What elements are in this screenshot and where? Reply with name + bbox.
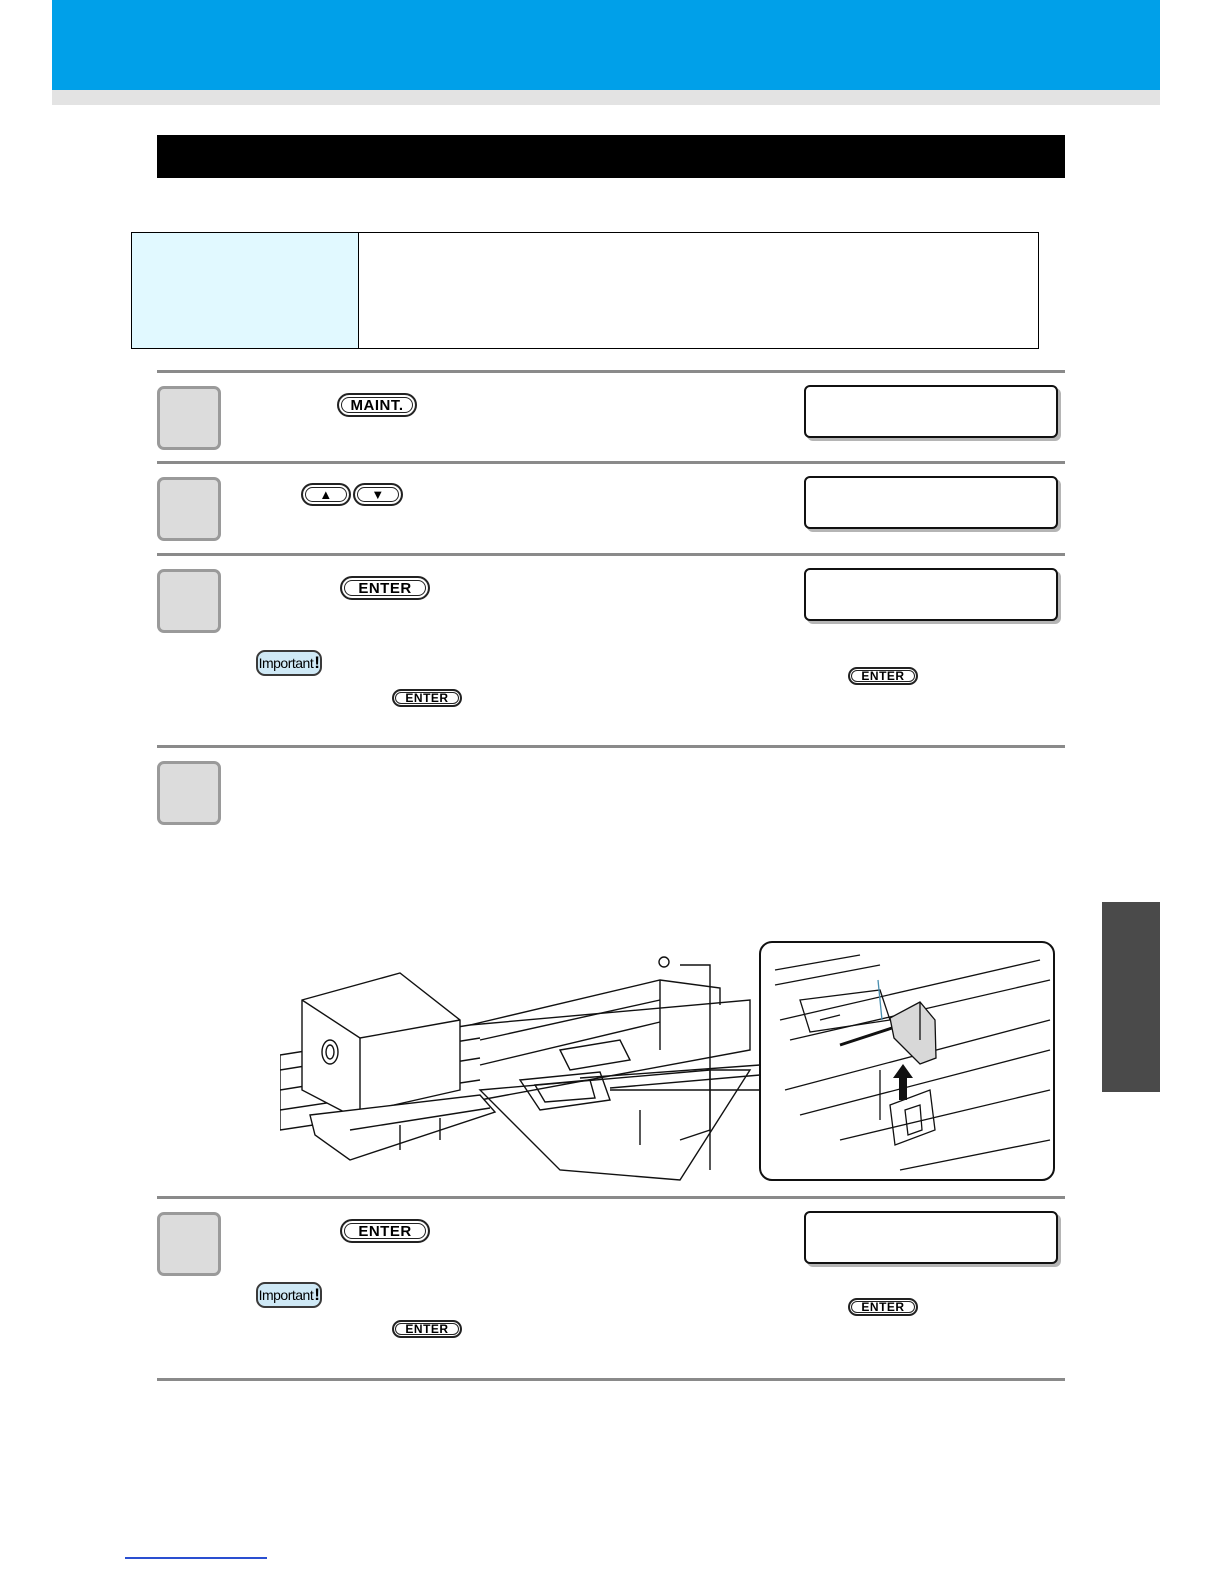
up-arrow-icon: ▲: [319, 487, 333, 502]
step-divider: [157, 1378, 1065, 1381]
lcd-display-5: [804, 1211, 1058, 1264]
enter-key-inline[interactable]: ENTER: [392, 689, 462, 707]
up-arrow-key[interactable]: [301, 483, 351, 506]
lcd-display-3: [804, 568, 1058, 621]
printer-overview-drawing: [280, 957, 760, 1180]
down-arrow-key[interactable]: [353, 483, 403, 506]
step-divider: [157, 553, 1065, 556]
enter-key[interactable]: ENTER: [340, 1219, 430, 1243]
step-number-box-5: [157, 1212, 221, 1276]
step-divider: [157, 1196, 1065, 1199]
step-divider: [157, 745, 1065, 748]
section-title-bar: [157, 135, 1065, 178]
info-table-label-cell: [132, 233, 359, 348]
step-number-box-1: [157, 386, 221, 450]
info-table-content-cell: [359, 233, 1038, 348]
page-header-bar: [52, 0, 1160, 90]
important-mark: !: [314, 653, 320, 672]
enter-key-inline[interactable]: ENTER: [848, 667, 918, 685]
info-table: [131, 232, 1039, 349]
important-note-badge: [256, 1282, 322, 1308]
enter-key-inline[interactable]: ENTER: [392, 1320, 462, 1338]
step-divider: [157, 370, 1065, 373]
important-mark: !: [314, 1285, 320, 1304]
enter-key-inline[interactable]: ENTER: [848, 1298, 918, 1316]
page-header-shadow: [52, 90, 1160, 105]
step-number-box-3: [157, 569, 221, 633]
important-label: Important: [258, 1287, 314, 1303]
lcd-display-1: [804, 385, 1058, 438]
enter-key[interactable]: ENTER: [340, 576, 430, 600]
down-arrow-icon: ▼: [371, 487, 385, 502]
maint-key[interactable]: MAINT.: [337, 393, 417, 417]
step-number-box-2: [157, 477, 221, 541]
printer-illustration: [280, 940, 1056, 1182]
lcd-display-2: [804, 476, 1058, 529]
footer-link-underline[interactable]: [125, 1557, 267, 1559]
important-note-badge: [256, 650, 322, 676]
chapter-side-tab: [1102, 902, 1160, 1092]
step-number-box-4: [157, 761, 221, 825]
step-divider: [157, 461, 1065, 464]
important-label: Important: [258, 655, 314, 671]
